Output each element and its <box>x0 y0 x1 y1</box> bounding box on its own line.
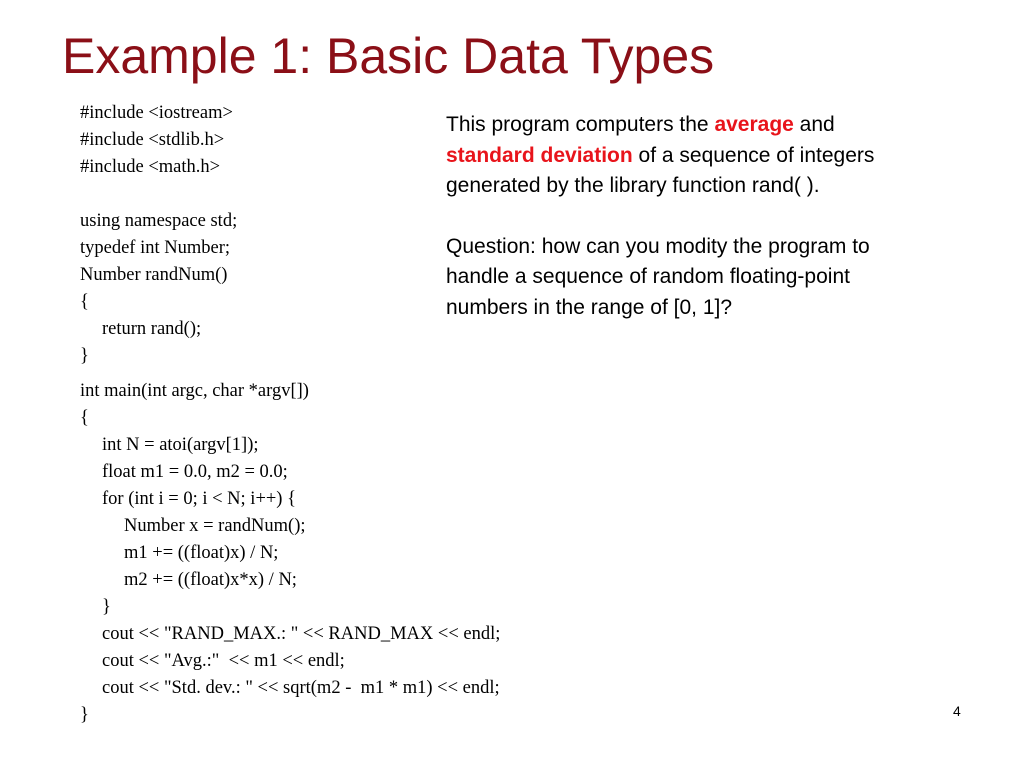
code-line: using namespace std; <box>80 211 238 231</box>
code-line: typedef int Number; <box>80 238 231 258</box>
code-line: cout << "RAND_MAX.: " << RAND_MAX << endl; <box>102 624 501 644</box>
code-line: { <box>80 408 89 428</box>
page-number: 4 <box>953 703 961 719</box>
code-line: } <box>80 705 89 725</box>
code-blank-line <box>80 181 500 208</box>
code-line: #include <iostream> <box>80 103 233 123</box>
code-line: #include <stdlib.h> <box>80 130 225 150</box>
code-line: m1 += ((float)x) / N; <box>124 543 279 563</box>
code-line: { <box>80 292 89 312</box>
code-spacer <box>80 370 500 378</box>
code-line: int main(int argc, char *argv[]) <box>80 381 309 401</box>
highlight-standard-deviation: standard deviation <box>446 143 633 167</box>
code-line: } <box>80 346 89 366</box>
description-paragraph-2: Question: how can you modity the program to handle a sequence of random floating-point numbers in the range of [0, 1]? <box>446 234 870 319</box>
description-text-part: of a sequence of integers generated by the library function rand( ). <box>446 143 875 197</box>
code-line: Number x = randNum(); <box>124 516 306 536</box>
code-line: cout << "Std. dev.: " << sqrt(m2 - m1 * m1) << endl; <box>102 678 500 698</box>
description-text <box>446 110 896 323</box>
code-block <box>80 100 500 729</box>
slide-title: Example 1: Basic Data Types <box>62 28 715 84</box>
code-line: } <box>102 597 111 617</box>
highlight-average: average <box>714 113 794 136</box>
description-paragraph-1 <box>446 110 896 202</box>
code-line: for (int i = 0; i < N; i++) { <box>102 489 296 509</box>
code-line: cout << "Avg.:" << m1 << endl; <box>102 651 345 671</box>
code-line: return rand(); <box>102 319 202 339</box>
description-text-part: This program computers the <box>446 113 715 136</box>
description-text-part: and <box>793 113 835 136</box>
code-line: m2 += ((float)x*x) / N; <box>124 570 297 590</box>
code-line: float m1 = 0.0, m2 = 0.0; <box>102 462 288 482</box>
code-line: Number randNum() <box>80 265 228 285</box>
code-line: #include <math.h> <box>80 157 221 177</box>
code-line: int N = atoi(argv[1]); <box>102 435 259 455</box>
